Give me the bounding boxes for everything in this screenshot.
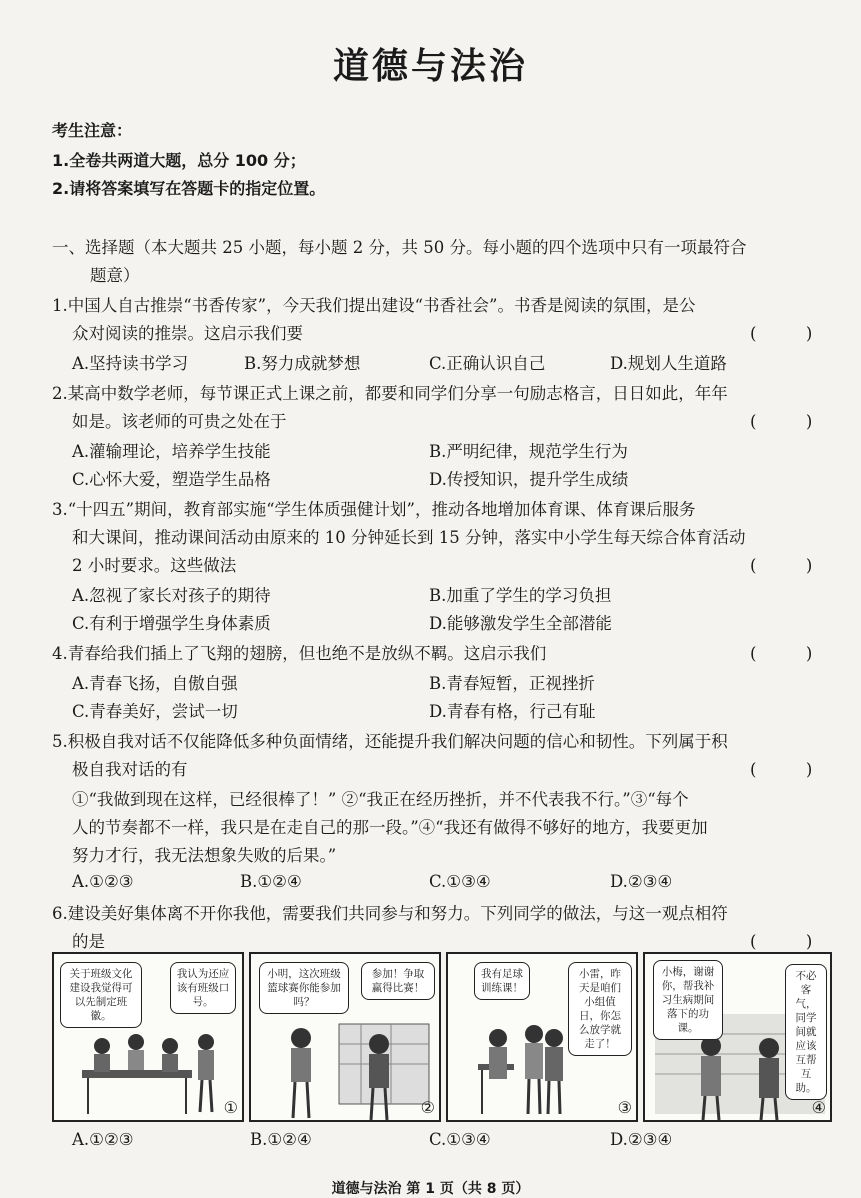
q6-answer-bracket[interactable]: ( ) <box>750 932 813 951</box>
q2-text-line1: 2.某高中数学老师，每节课正式上课之前，都要和同学们分享一句励志格言，日日如此，年年 <box>52 384 728 403</box>
q3-answer-bracket[interactable]: ( ) <box>750 556 813 575</box>
q1-answer-bracket[interactable]: ( ) <box>750 324 813 343</box>
notice-item-1: 1.全卷共两道大题，总分 100 分； <box>52 151 306 170</box>
comic-4-bubble-1: 小梅，谢谢你，帮我补习生病期间落下的功课。 <box>653 960 723 1040</box>
comic-2-bubble-2: 参加！争取赢得比赛！ <box>361 962 435 1000</box>
comic-panel-1 <box>52 952 244 1122</box>
q1-option-b[interactable]: B.努力成就梦想 <box>244 354 361 373</box>
q3-text-line2: 和大课间，推动课间活动由原来的 10 分钟延长到 15 分钟，落实中小学生每天综合体育活动 <box>72 528 746 547</box>
q5-option-c[interactable]: C.①③④ <box>429 872 491 891</box>
q4-answer-bracket[interactable]: ( ) <box>750 644 813 663</box>
comic-2-number: ② <box>420 1098 435 1117</box>
q3-text-line3: 2 小时要求。这些做法 <box>72 556 237 575</box>
comic-panel-4 <box>643 952 832 1122</box>
q4-option-d[interactable]: D.青春有格，行己有耻 <box>429 702 596 721</box>
q5-option-a[interactable]: A.①②③ <box>72 872 134 891</box>
q2-option-b[interactable]: B.严明纪律，规范学生行为 <box>429 442 628 461</box>
q6-option-c[interactable]: C.①③④ <box>429 1130 491 1149</box>
page-title: 道德与法治 <box>332 46 528 87</box>
q3-text-line1: 3.“十四五”期间，教育部实施“学生体质强健计划”，推动各地增加体育课、体育课后服务 <box>52 500 696 519</box>
q3-option-d[interactable]: D.能够激发学生全部潜能 <box>429 614 612 633</box>
q5-answer-bracket[interactable]: ( ) <box>750 760 813 779</box>
notice-heading: 考生注意： <box>52 121 133 140</box>
q5-option-b[interactable]: B.①②④ <box>240 872 302 891</box>
q2-option-a[interactable]: A.灌输理论，培养学生技能 <box>72 442 271 461</box>
q3-option-b[interactable]: B.加重了学生的学习负担 <box>429 586 612 605</box>
comic-panel-3 <box>446 952 638 1122</box>
q5-statement-line2: 人的节奏都不一样，我只是在走自己的那一段。”④“我还有做得不够好的地方，我要更加 <box>72 818 708 837</box>
q5-text-line1: 5.积极自我对话不仅能降低多种负面情绪，还能提升我们解决问题的信心和韧性。下列属于积 <box>52 732 728 751</box>
q1-text-line2: 众对阅读的推崇。这启示我们要 <box>72 324 303 343</box>
q3-option-a[interactable]: A.忽视了家长对孩子的期待 <box>72 586 271 605</box>
q2-text-line2: 如是。该老师的可贵之处在于 <box>72 412 287 431</box>
q4-option-b[interactable]: B.青春短暂，正视挫折 <box>429 674 595 693</box>
comic-1-bubble-1: 关于班级文化建设我觉得可以先制定班徽。 <box>60 962 142 1028</box>
q1-option-c[interactable]: C.正确认识自己 <box>429 354 546 373</box>
q6-text-line1: 6.建设美好集体离不开你我他，需要我们共同参与和努力。下列同学的做法，与这一观点相符 <box>52 904 728 923</box>
q4-option-a[interactable]: A.青春飞扬，自傲自强 <box>72 674 238 693</box>
comic-3-number: ③ <box>617 1098 632 1117</box>
q6-option-d[interactable]: D.②③④ <box>610 1130 673 1149</box>
comic-strip <box>52 952 832 1124</box>
q1-option-d[interactable]: D.规划人生道路 <box>610 354 727 373</box>
comic-1-bubble-2: 我认为还应该有班级口号。 <box>170 962 236 1014</box>
q4-option-c[interactable]: C.青春美好，尝试一切 <box>72 702 238 721</box>
notice-item-2: 2.请将答案填写在答题卡的指定位置。 <box>52 179 326 198</box>
section-heading: 一、选择题（本大题共 25 小题，每小题 2 分，共 50 分。每小题的四个选项中只有一项最符合 <box>52 238 747 257</box>
q5-text-line2: 极自我对话的有 <box>72 760 188 779</box>
q5-option-d[interactable]: D.②③④ <box>610 872 673 891</box>
q5-statement-line1: ①“我做到现在这样，已经很棒了！” ②“我正在经历挫折，并不代表我不行。”③“每个 <box>72 790 689 809</box>
q2-answer-bracket[interactable]: ( ) <box>750 412 813 431</box>
q2-option-c[interactable]: C.心怀大爱，塑造学生品格 <box>72 470 271 489</box>
q5-statement-line3: 努力才行，我无法想象失败的后果。” <box>72 846 337 865</box>
comic-4-number: ④ <box>811 1098 826 1117</box>
comic-3-bubble-2: 小雷，昨天是咱们小组值日，你怎么放学就走了！ <box>568 962 632 1056</box>
q3-option-c[interactable]: C.有利于增强学生身体素质 <box>72 614 271 633</box>
comic-2-bubble-1: 小明，这次班级篮球赛你能参加吗？ <box>259 962 349 1014</box>
comic-1-number: ① <box>223 1098 238 1117</box>
q1-text-line1: 1.中国人自古推崇“书香传家”，今天我们提出建设“书香社会”。书香是阅读的氛围，是公 <box>52 296 696 315</box>
page-footer: 道德与法治 第 1 页（共 8 页） <box>331 1181 530 1197</box>
q2-option-d[interactable]: D.传授知识，提升学生成绩 <box>429 470 629 489</box>
comic-3-bubble-1: 我有足球训练课！ <box>474 962 530 1000</box>
q6-text-line2: 的是 <box>72 932 105 951</box>
section-heading-cont: 题意） <box>90 266 140 285</box>
q6-option-a[interactable]: A.①②③ <box>72 1130 134 1149</box>
q6-option-b[interactable]: B.①②④ <box>250 1130 312 1149</box>
comic-panel-2 <box>249 952 441 1122</box>
q4-text-line1: 4.青春给我们插上了飞翔的翅膀，但也绝不是放纵不羁。这启示我们 <box>52 644 547 663</box>
q1-option-a[interactable]: A.坚持读书学习 <box>72 354 189 373</box>
comic-4-bubble-2: 不必客气，同学间就应该互帮互助。 <box>785 964 827 1100</box>
